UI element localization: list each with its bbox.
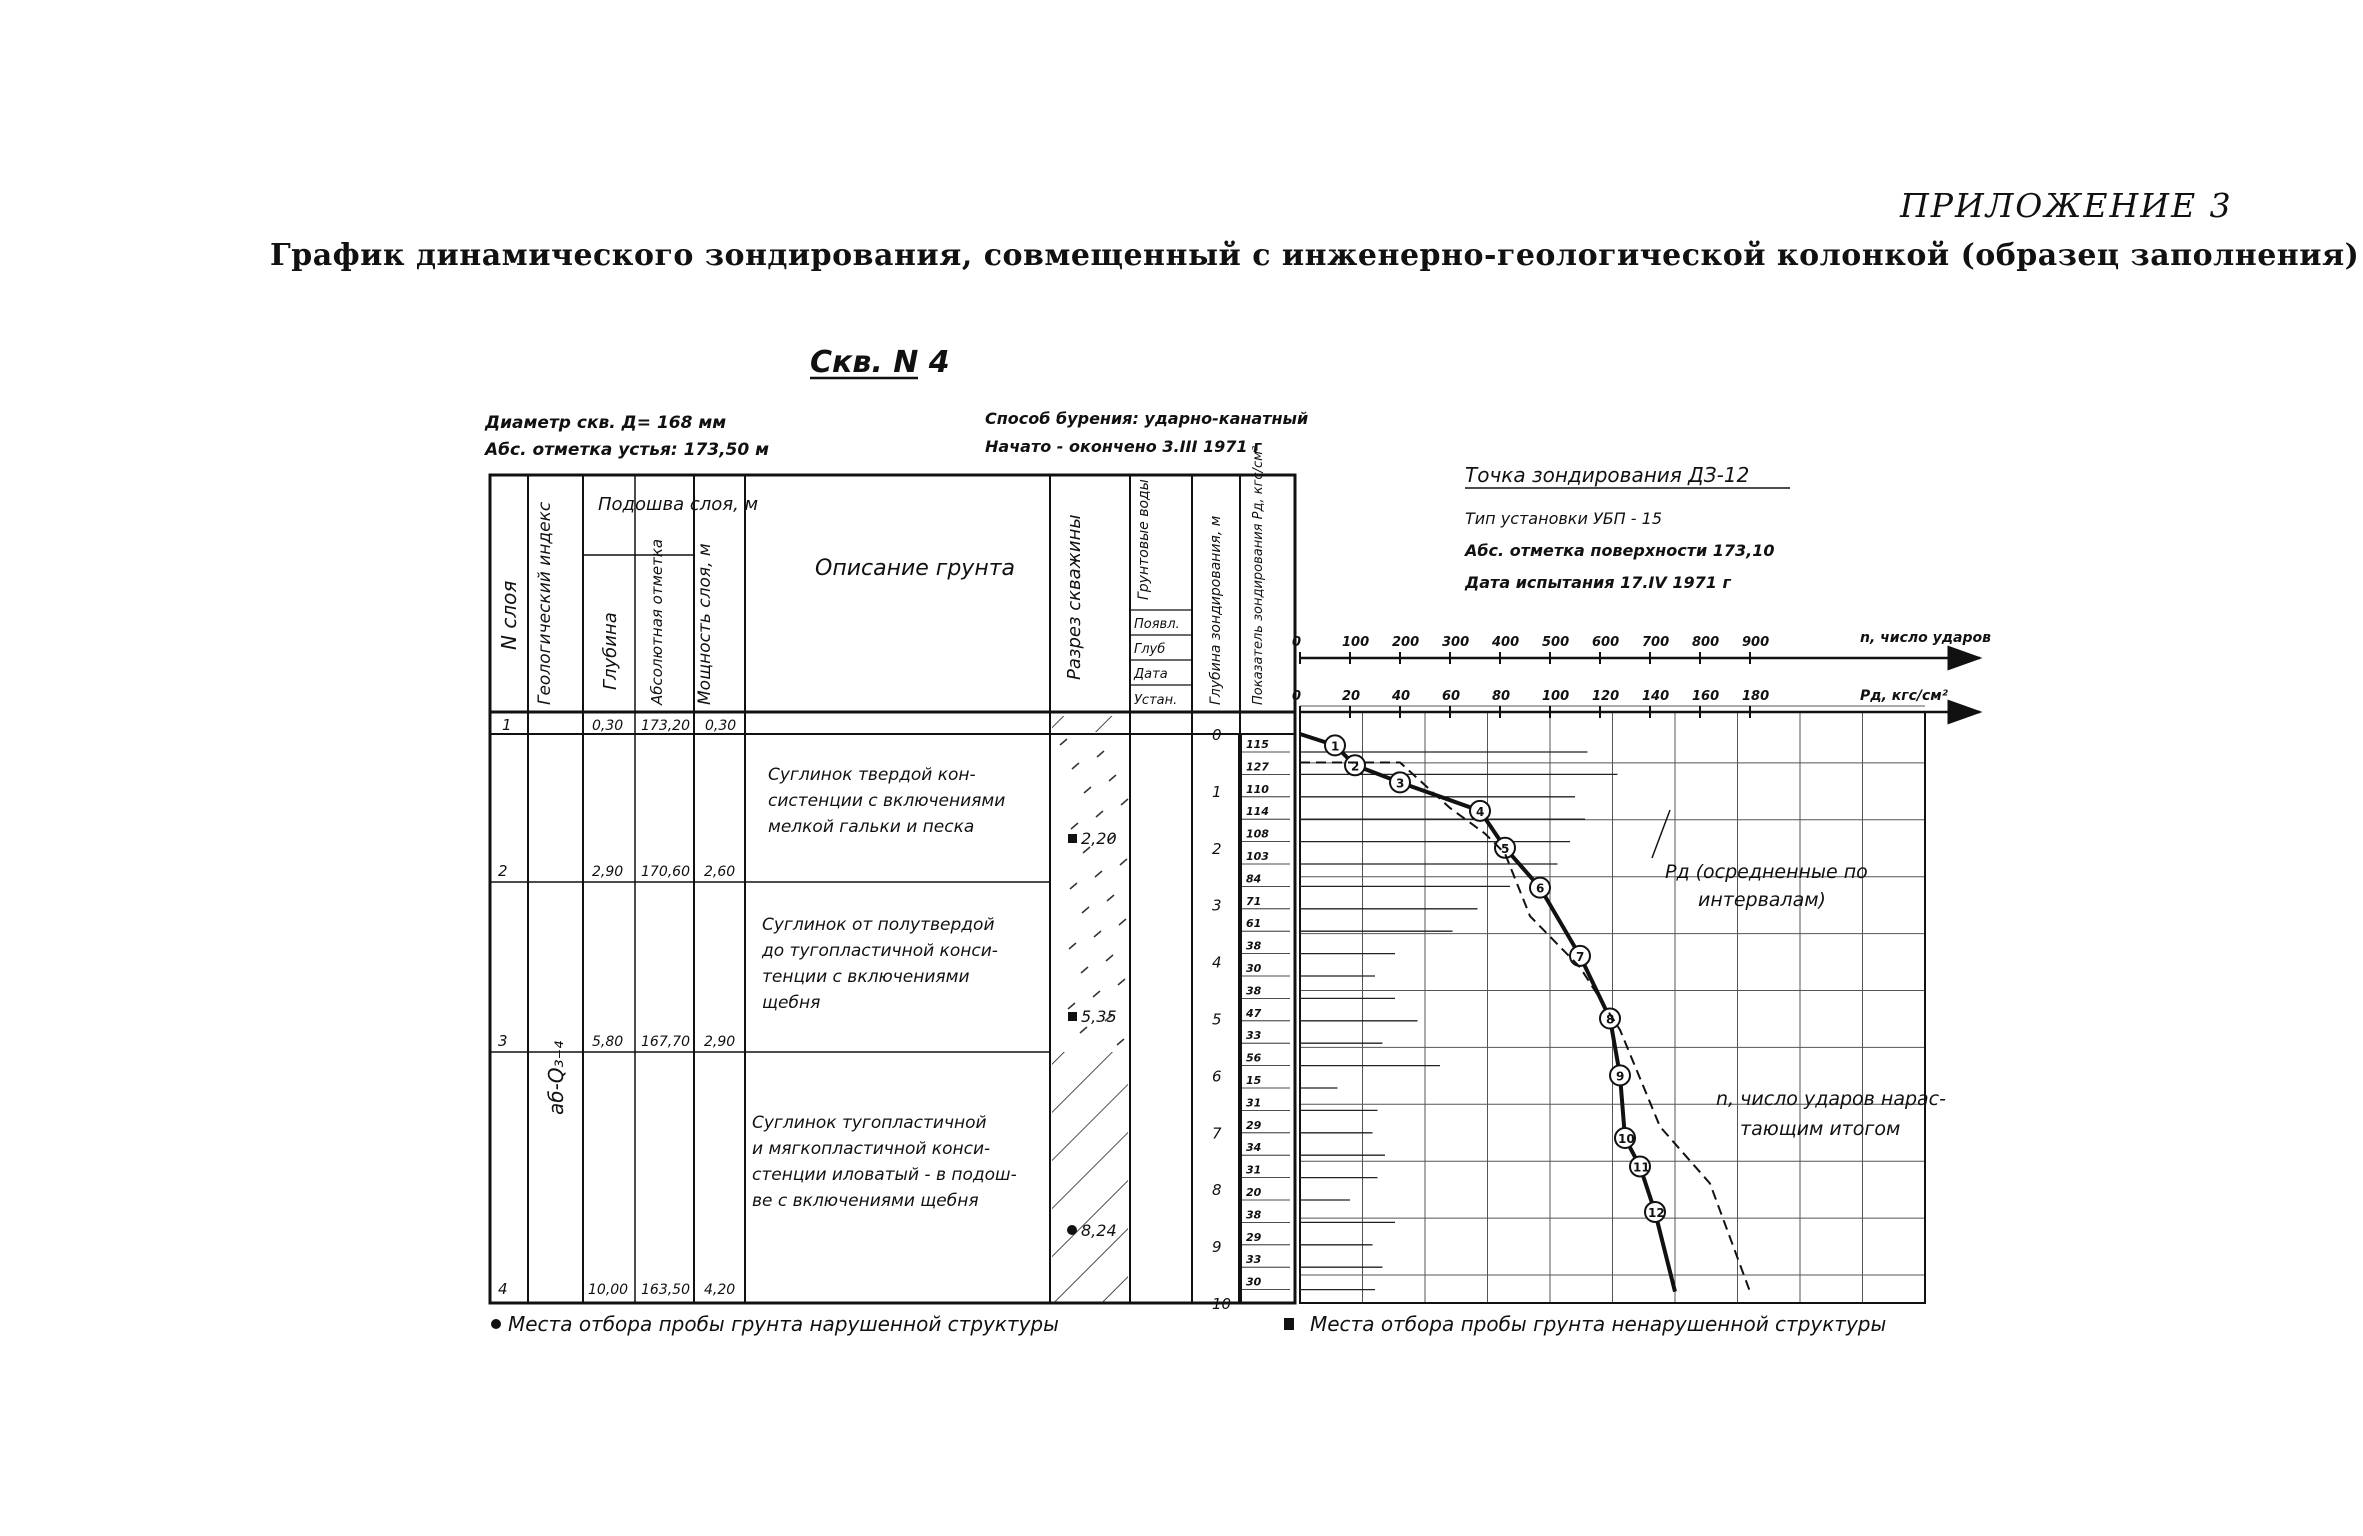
sounding-point-title: Точка зондирования ДЗ-12 [1465, 463, 1750, 487]
pd-value-24: 33 [1246, 1253, 1262, 1267]
n-tick-300: 300 [1442, 635, 1470, 650]
sounding-surface-elevation: Абс. отметка поверхности 173,10 [1465, 541, 1775, 560]
section-stroke [1094, 931, 1101, 937]
depth-tick-2: 2 [1212, 839, 1222, 858]
interval-label-9: 9 [1616, 1069, 1625, 1084]
section-stroke [1071, 823, 1078, 829]
layer-4-thickness: 4,20 [704, 1282, 736, 1298]
sample-marker-3 [1067, 1225, 1077, 1235]
pd-value-5: 108 [1246, 827, 1269, 841]
section-stroke [1109, 775, 1116, 781]
pd-value-21: 20 [1246, 1186, 1262, 1199]
pd-value-17: 31 [1246, 1096, 1262, 1110]
section-stroke [1082, 907, 1089, 913]
interval-label-1: 1 [1331, 739, 1340, 754]
n-tick-500: 500 [1542, 635, 1570, 650]
n-tick-700: 700 [1642, 635, 1670, 650]
depth-tick-8: 8 [1212, 1181, 1222, 1200]
p-axis-label: Pд, кгс/см² [1860, 688, 1948, 704]
p-tick-140: 140 [1642, 689, 1670, 704]
pd-value-group [1240, 738, 1290, 1290]
section-stroke [1096, 811, 1103, 817]
pd-value-7: 84 [1246, 872, 1262, 886]
section-stroke [1068, 1003, 1075, 1009]
col-header-thickness: Мощность слоя, м [695, 543, 715, 705]
depth-tick-1: 1 [1212, 782, 1222, 801]
p-tick-160: 160 [1692, 689, 1720, 704]
interval-label-10: 10 [1618, 1131, 1635, 1146]
depth-tick-4: 4 [1212, 953, 1222, 972]
section-stroke [1072, 763, 1079, 769]
pd-value-2: 127 [1246, 760, 1269, 774]
section-stroke [1118, 979, 1125, 985]
series-lines [1300, 734, 1750, 1292]
pd-value-16: 15 [1246, 1074, 1262, 1087]
page-title: График динамического зондирования, совмещенный с инженерно-геологической колонкой (образец заполнения) [270, 238, 2360, 273]
section-hatch-layer-4 [1052, 1052, 1128, 1303]
depth-tick-7: 7 [1212, 1124, 1222, 1143]
col-header-sounding-depth: Глубина зондирования, м [1208, 515, 1224, 705]
drilling-dates: Начато - окончено 3.III 1971 г [985, 437, 1262, 456]
layer-2-desc-line-3: мелкой гальки и песка [768, 817, 975, 837]
depth-tick-10: 10 [1212, 1295, 1232, 1313]
sounding-test-date: Дата испытания 17.IV 1971 г [1465, 573, 1731, 592]
n-tick-100: 100 [1342, 635, 1370, 650]
sample-depth-3: 8,24 [1081, 1221, 1117, 1240]
layer-2-thickness: 2,60 [704, 864, 736, 880]
n-tick-0: 0 [1292, 635, 1302, 650]
section-stroke [1121, 799, 1128, 805]
p-axis-ticks [1292, 689, 1769, 718]
interval-label-2: 2 [1351, 759, 1360, 774]
legend-undisturbed-marker [1284, 1318, 1294, 1330]
layer-4-elevation: 163,50 [641, 1282, 690, 1298]
legend-undisturbed: Места отбора пробы грунта ненарушенной структуры [1310, 1312, 1887, 1336]
layer-3-desc-line-4: щебня [762, 993, 821, 1013]
col-header-description: Описание грунта [815, 556, 1016, 581]
layer-2-desc-line-2: систенции с включениями [768, 791, 1006, 811]
n-tick-400: 400 [1492, 635, 1520, 650]
geo-index-value: аб-Q₃₋₄ [544, 1040, 568, 1115]
pd-annotation-leader [1652, 810, 1670, 858]
depth-tick-5: 5 [1212, 1010, 1222, 1029]
interval-label-8: 8 [1606, 1012, 1615, 1027]
layer-3-thickness: 2,90 [704, 1034, 736, 1050]
section-stroke [1120, 859, 1127, 865]
borehole-collar-elevation: Абс. отметка устья: 173,50 м [485, 440, 770, 460]
pd-value-12: 38 [1246, 984, 1262, 998]
interval-label-4: 4 [1476, 804, 1485, 819]
p-tick-180: 180 [1742, 689, 1770, 704]
legend-disturbed: Места отбора пробы грунта нарушенной структуры [508, 1312, 1059, 1336]
col-header-depth: Глубина [600, 612, 621, 690]
depth-tick-0: 0 [1212, 726, 1222, 744]
section-stroke [1060, 739, 1067, 745]
interval-label-12: 12 [1648, 1205, 1665, 1220]
layer-1-thickness: 0,30 [705, 718, 737, 734]
plot-grid [1300, 706, 1925, 1303]
layer-4-desc-line-2: и мягкопластичной конси- [752, 1139, 991, 1159]
n-annotation-line-1: n, число ударов нарас- [1716, 1088, 1946, 1110]
pd-value-1: 115 [1246, 738, 1269, 751]
n-tick-900: 900 [1742, 635, 1770, 650]
layer-1-elevation: 173,20 [641, 718, 690, 734]
section-stroke [1070, 883, 1077, 889]
col-header-section: Разрез скважины [1064, 514, 1085, 680]
layer-4-depth: 10,00 [588, 1282, 629, 1298]
interval-label-6: 6 [1536, 881, 1545, 896]
n-tick-600: 600 [1592, 635, 1620, 650]
depth-tick-group [1212, 726, 1231, 1313]
layer-4-desc-line-1: Суглинок тугопластичной [752, 1113, 987, 1133]
drilling-method: Способ бурения: ударно-канатный [985, 409, 1309, 428]
pd-value-19: 34 [1246, 1141, 1262, 1155]
layer-4-desc-line-3: стенции иловатый - в подош- [752, 1165, 1017, 1185]
pd-value-3: 110 [1246, 782, 1269, 796]
layer-3-number: 3 [498, 1032, 508, 1050]
interval-bars [1300, 752, 1618, 1290]
gw-depth-label: Глуб [1134, 642, 1166, 657]
layer-3-elevation: 167,70 [641, 1034, 690, 1050]
layer-1-number: 1 [502, 716, 512, 734]
pd-value-20: 31 [1246, 1163, 1262, 1177]
borehole-diameter: Диаметр скв. Д= 168 мм [485, 413, 727, 433]
pd-value-14: 33 [1246, 1029, 1262, 1043]
depth-tick-6: 6 [1212, 1067, 1222, 1086]
n-tick-800: 800 [1692, 635, 1720, 650]
layer-3-desc-line-2: до тугопластичной конси- [762, 941, 998, 961]
p-tick-80: 80 [1492, 689, 1511, 704]
p-tick-0: 0 [1292, 689, 1302, 704]
pd-value-6: 103 [1246, 850, 1269, 863]
section-stroke [1106, 955, 1113, 961]
depth-tick-9: 9 [1212, 1238, 1222, 1257]
pd-annotation-line-2: интервалам) [1698, 889, 1826, 911]
pd-value-25: 30 [1246, 1275, 1262, 1289]
section-stroke [1084, 787, 1091, 793]
section-stroke [1081, 967, 1088, 973]
section-stroke [1117, 1039, 1124, 1045]
layer-2-elevation: 170,60 [641, 864, 690, 880]
section-stroke [1119, 919, 1126, 925]
layer-3-desc-line-1: Суглинок от полутвердой [762, 915, 995, 935]
n-tick-200: 200 [1392, 635, 1420, 650]
pd-value-9: 61 [1246, 917, 1262, 931]
appendix-label: ПРИЛОЖЕНИЕ 3 [1900, 186, 2233, 225]
pd-value-15: 56 [1246, 1051, 1262, 1065]
layer-2-desc-line-1: Суглинок твердой кон- [768, 765, 976, 785]
section-stroke [1107, 895, 1114, 901]
layer-4-desc-line-4: ве с включениями щебня [752, 1191, 979, 1211]
col-header-pd: Показатель зондирования Pд, кгс/см² [1251, 445, 1266, 705]
gw-appear-label: Появл. [1134, 617, 1180, 632]
pd-value-11: 30 [1246, 962, 1262, 975]
p-tick-120: 120 [1592, 689, 1620, 704]
section-stroke [1097, 751, 1104, 757]
legend-disturbed-marker [491, 1319, 501, 1329]
col-header-bottom: Подошва слоя, м [598, 494, 759, 515]
interval-label-5: 5 [1501, 841, 1510, 856]
gw-date-label: Дата [1134, 667, 1168, 682]
layer-3-desc-line-3: тенции с включениями [762, 967, 970, 987]
col-header-geo-index: Геологический индекс [535, 501, 555, 705]
n-axis-ticks [1292, 635, 1769, 664]
pd-value-4: 114 [1246, 805, 1269, 819]
layer-4-number: 4 [498, 1280, 508, 1298]
pd-value-23: 29 [1246, 1230, 1262, 1244]
p-tick-40: 40 [1392, 689, 1411, 704]
sample-marker-2 [1068, 1012, 1077, 1021]
layer-1-depth: 0,30 [592, 718, 624, 734]
sounding-rig-type: Тип установки УБП - 15 [1465, 509, 1662, 528]
n-annotation-line-2: тающим итогом [1740, 1118, 1901, 1140]
pd-value-22: 38 [1246, 1208, 1262, 1222]
section-stroke [1069, 943, 1076, 949]
pd-value-10: 38 [1246, 939, 1262, 953]
col-header-abs-elevation: Абсолютная отметка [648, 538, 666, 705]
section-stroke [1093, 991, 1100, 997]
layer-3-depth: 5,80 [592, 1034, 624, 1050]
p-tick-20: 20 [1342, 689, 1361, 704]
pd-value-13: 47 [1246, 1006, 1262, 1020]
interval-label-3: 3 [1396, 776, 1405, 791]
section-stroke [1080, 1027, 1087, 1033]
pd-value-18: 29 [1246, 1118, 1262, 1132]
sample-depth-2: 5,35 [1081, 1007, 1117, 1026]
layer-2-number: 2 [498, 862, 508, 880]
col-header-layer-number: N слоя [497, 580, 521, 650]
gw-stab-label: Устан. [1134, 693, 1178, 708]
interval-label-7: 7 [1576, 949, 1585, 964]
sample-depth-1: 2,20 [1081, 829, 1117, 848]
col-header-groundwater: Грунтовые воды [1136, 479, 1152, 600]
section-stroke [1095, 871, 1102, 877]
pd-value-8: 71 [1246, 894, 1262, 908]
sample-marker-1 [1068, 834, 1077, 843]
section-texture [1060, 739, 1128, 1045]
n-axis-label: n, число ударов [1860, 630, 1992, 646]
section-hatch-top [1052, 716, 1128, 732]
borehole-name: Скв. N 4 [810, 345, 950, 380]
layer-2-depth: 2,90 [592, 864, 624, 880]
interval-label-11: 11 [1633, 1160, 1650, 1175]
p-tick-60: 60 [1442, 689, 1461, 704]
depth-tick-3: 3 [1212, 896, 1222, 915]
pd-annotation-line-1: Pд (осредненные по [1665, 861, 1868, 883]
p-tick-100: 100 [1542, 689, 1570, 704]
